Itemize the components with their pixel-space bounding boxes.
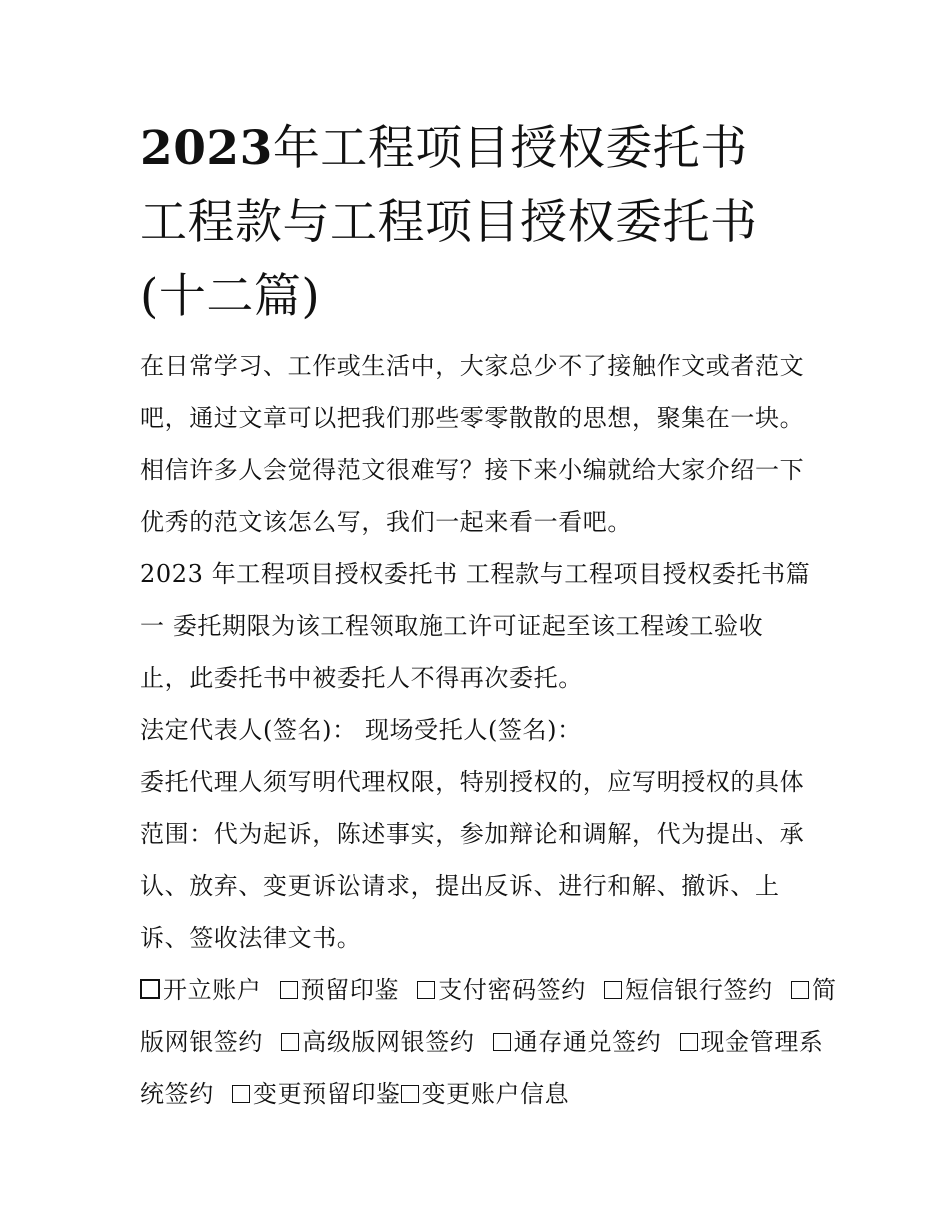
title-year: 2023 bbox=[140, 121, 273, 176]
title-text-1: 年工程项目授权委托书 bbox=[272, 121, 748, 176]
section-line: 一 委托期限为该工程领取施工许可证起至该工程竣工验收 bbox=[140, 612, 764, 640]
checkbox-line bbox=[140, 964, 837, 1016]
checkbox-label: 短信银行签约 bbox=[625, 976, 773, 1004]
section-line: 止，此委托书中被委托人不得再次委托。 bbox=[140, 664, 583, 692]
section-line: 2023 年工程项目授权委托书 工程款与工程项目授权委托书篇 bbox=[140, 560, 811, 588]
checkbox-option[interactable] bbox=[280, 976, 399, 1004]
checkbox-label-continued: 版网银签约 bbox=[140, 1028, 263, 1056]
checkbox-label: 变更预留印鉴 bbox=[253, 1080, 401, 1108]
checkbox-label-continued: 统签约 bbox=[140, 1080, 214, 1108]
document-page bbox=[140, 112, 837, 1120]
checkbox-icon[interactable] bbox=[680, 1033, 698, 1051]
title-line-2: 工程款与工程项目授权委托书 bbox=[140, 195, 758, 250]
title-line-3: (十二篇) bbox=[140, 269, 321, 324]
checkbox-option[interactable] bbox=[140, 976, 261, 1004]
scope-paragraph bbox=[140, 756, 820, 964]
checkbox-line bbox=[140, 1016, 824, 1068]
checkbox-option[interactable] bbox=[417, 976, 586, 1004]
intro-line: 相信许多人会觉得范文很难写？接下来小编就给大家介绍一下 bbox=[140, 456, 805, 484]
checkbox-option[interactable] bbox=[604, 976, 773, 1004]
checkbox-icon[interactable] bbox=[791, 981, 809, 999]
checkbox-label: 简 bbox=[811, 976, 837, 1004]
scope-line: 范围：代为起诉，陈述事实，参加辩论和调解，代为提出、承 bbox=[140, 820, 805, 848]
checkbox-option[interactable] bbox=[493, 1028, 662, 1056]
checkbox-icon[interactable] bbox=[493, 1033, 511, 1051]
intro-line: 在日常学习、工作或生活中，大家总少不了接触作文或者范文 bbox=[140, 352, 805, 380]
account-options-checklist bbox=[140, 964, 837, 1120]
signature-line: 法定代表人(签名)： 现场受托人(签名)： bbox=[140, 716, 582, 744]
checkbox-icon[interactable] bbox=[140, 979, 160, 999]
checkbox-label: 高级版网银签约 bbox=[302, 1028, 475, 1056]
document-title bbox=[140, 112, 820, 334]
checkbox-option[interactable] bbox=[281, 1028, 474, 1056]
scope-line: 认、放弃、变更诉讼请求，提出反诉、进行和解、撤诉、上 bbox=[140, 872, 780, 900]
checkbox-label: 变更账户信息 bbox=[421, 1080, 570, 1108]
checkbox-icon[interactable] bbox=[417, 981, 435, 999]
checkbox-option[interactable] bbox=[401, 1080, 570, 1108]
checkbox-icon[interactable] bbox=[281, 1033, 299, 1051]
checkbox-option[interactable] bbox=[791, 976, 837, 1004]
scope-line: 诉、签收法律文书。 bbox=[140, 924, 362, 952]
checkbox-option[interactable] bbox=[232, 1080, 401, 1108]
checkbox-option[interactable] bbox=[680, 1028, 824, 1056]
checkbox-icon[interactable] bbox=[401, 1085, 419, 1103]
intro-line: 吧，通过文章可以把我们那些零零散散的思想，聚集在一块。 bbox=[140, 404, 805, 432]
checkbox-label: 支付密码签约 bbox=[438, 976, 586, 1004]
section-paragraph bbox=[140, 548, 820, 704]
intro-paragraph bbox=[140, 340, 820, 548]
checkbox-label: 开立账户 bbox=[163, 976, 262, 1004]
checkbox-icon[interactable] bbox=[232, 1085, 250, 1103]
checkbox-line bbox=[140, 1068, 820, 1120]
checkbox-icon[interactable] bbox=[280, 981, 298, 999]
title-line-1 bbox=[140, 112, 820, 186]
signature-paragraph bbox=[140, 704, 820, 756]
checkbox-label: 预留印鉴 bbox=[300, 976, 400, 1004]
checkbox-label: 现金管理系 bbox=[700, 1028, 824, 1056]
intro-line: 优秀的范文该怎么写，我们一起来看一看吧。 bbox=[140, 508, 632, 536]
scope-line: 委托代理人须写明代理权限，特别授权的，应写明授权的具体 bbox=[140, 768, 805, 796]
checkbox-label: 通存通兑签约 bbox=[513, 1028, 662, 1056]
checkbox-icon[interactable] bbox=[604, 981, 622, 999]
document-body bbox=[140, 340, 837, 1120]
